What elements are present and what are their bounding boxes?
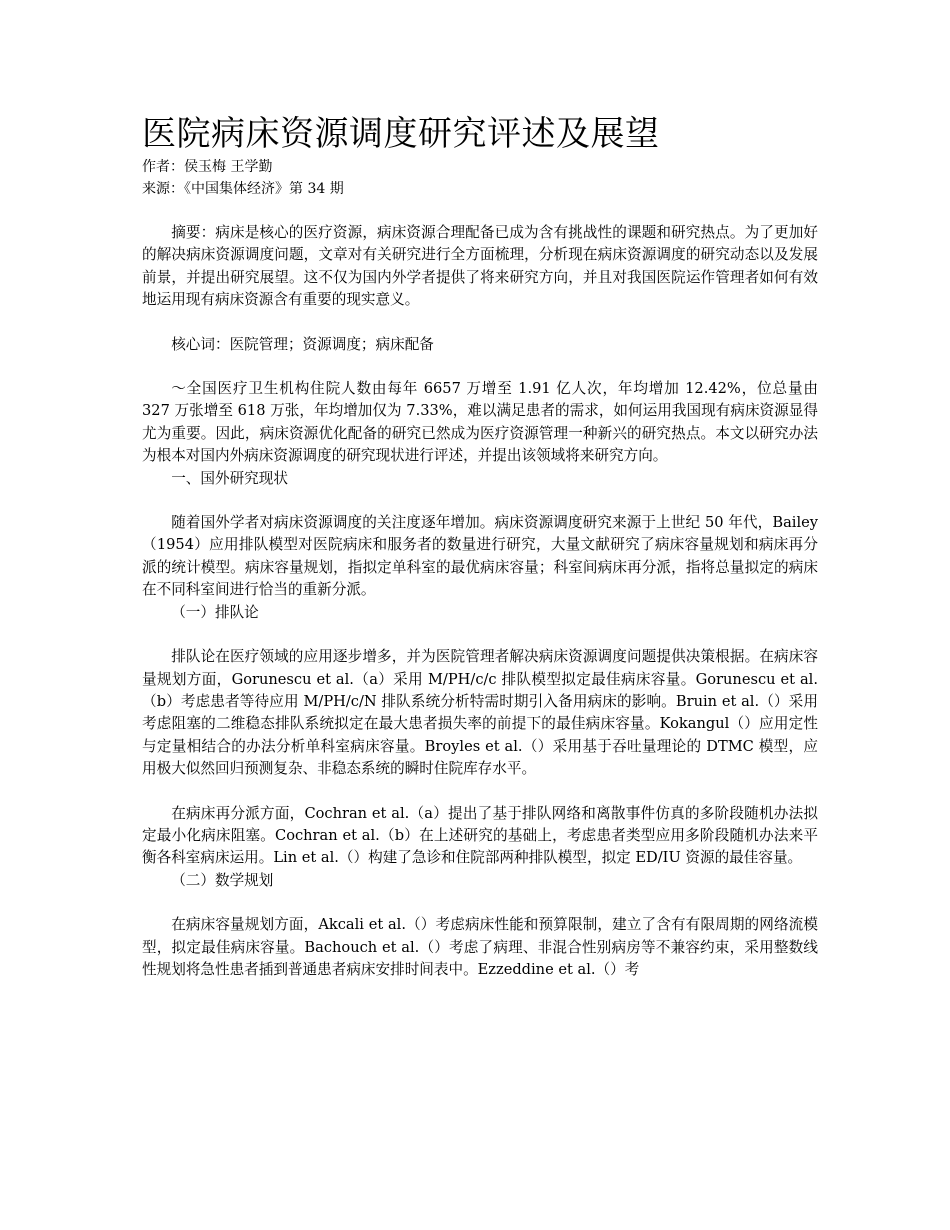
intro-paragraph: ～全国医疗卫生机构住院人数由每年 6657 万增至 1.91 亿人次，年均增加 12.42%，位总量由 327 万张增至 618 万张，年均增加仅为 7.33%，难以满足患者的需求，如何运用我国现有病床资源显得尤为重要。因此，病床资源优化配备的研究已然成为医疗资源管理一种新兴的研究热点。本文以研究办法为根本对国内外病床资源调度的研究现状进行评述，并提出该领域将来研究方向。 xyxy=(142,380,818,465)
document-body xyxy=(142,112,818,981)
subsection-heading-math-programming: （二）数学规划 xyxy=(171,871,274,889)
keywords-paragraph: 核心词：医院管理；资源调度；病床配备 xyxy=(171,335,434,353)
queueing-paragraph-1: 排队论在医疗领域的应用逐步增多，并为医院管理者解决病床资源调度问题提供决策根据。在病床容量规划方面，Gorunescu et al.（a）采用 M/PH/c/c 排队模型拟定最佳病床容量。Gorunescu et al.（b）考虑患者等待应用 M/PH/c/N 排队系统分析特需时期引入备用病床的影响。Bruin et al.（）采用考虑阻塞的二维稳态排队系统拟定在最大患者损失率的前提下的最佳病床容量。Kokangul（）应用定性与定量相结合的办法分析单科室病床容量。Broyles et al.（）采用基于吞吐量理论的 DTMC 模型，应用极大似然回归预测复杂、非稳态系统的瞬时住院库存水平。 xyxy=(142,648,818,778)
document-title: 医院病床资源调度研究评述及展望 xyxy=(142,114,660,154)
abstract-paragraph: 摘要：病床是核心的医疗资源，病床资源合理配备已成为含有挑战性的课题和研究热点。为了更加好的解决病床资源调度问题，文章对有关研究进行全方面梳理，分析现在病床资源调度的研究动态以及发展前景，并提出研究展望。这不仅为国内外学者提供了将来研究方向，并且对我国医院运作管理者如何有效地运用现有病床资源含有重要的现实意义。 xyxy=(142,224,818,309)
section-heading-1: 一、国外研究现状 xyxy=(171,469,288,487)
source-line: 来源：《中国集体经济》第 34 期 xyxy=(142,181,344,197)
math-programming-paragraph-1: 在病床容量规划方面，Akcali et al.（）考虑病床性能和预算限制，建立了含有有限周期的网络流模型，拟定最佳病床容量。Bachouch et al.（）考虑了病理、非混合性别病房等不兼容约束，采用整数线性规划将急性患者插到普通患者病床安排时间表中。Ezzeddine et al.（）考 xyxy=(142,916,818,978)
author-line: 作者：侯玉梅 王学勤 xyxy=(142,159,273,175)
queueing-paragraph-2: 在病床再分派方面，Cochran et al.（a）提出了基于排队网络和离散事件仿真的多阶段随机办法拟定最小化病床阻塞。Cochran et al.（b）在上述研究的基础上，考虑患者类型应用多阶段随机办法来平衡各科室病床运用。Lin et al.（）构建了急诊和住院部两种排队模型，拟定 ED/IU 资源的最佳容量。 xyxy=(142,804,818,867)
subsection-heading-queueing: （一）排队论 xyxy=(171,603,259,621)
section1-paragraph: 随着国外学者对病床资源调度的关注度逐年增加。病床资源调度研究来源于上世纪 50 年代，Bailey（1954）应用排队模型对医院病床和服务者的数量进行研究，大量文献研究了病床容量规划和病床再分派的统计模型。病床容量规划，指拟定单科室的最优病床容量；科室间病床再分派，指将总量拟定的病床在不同科室间进行恰当的重新分派。 xyxy=(142,514,818,599)
